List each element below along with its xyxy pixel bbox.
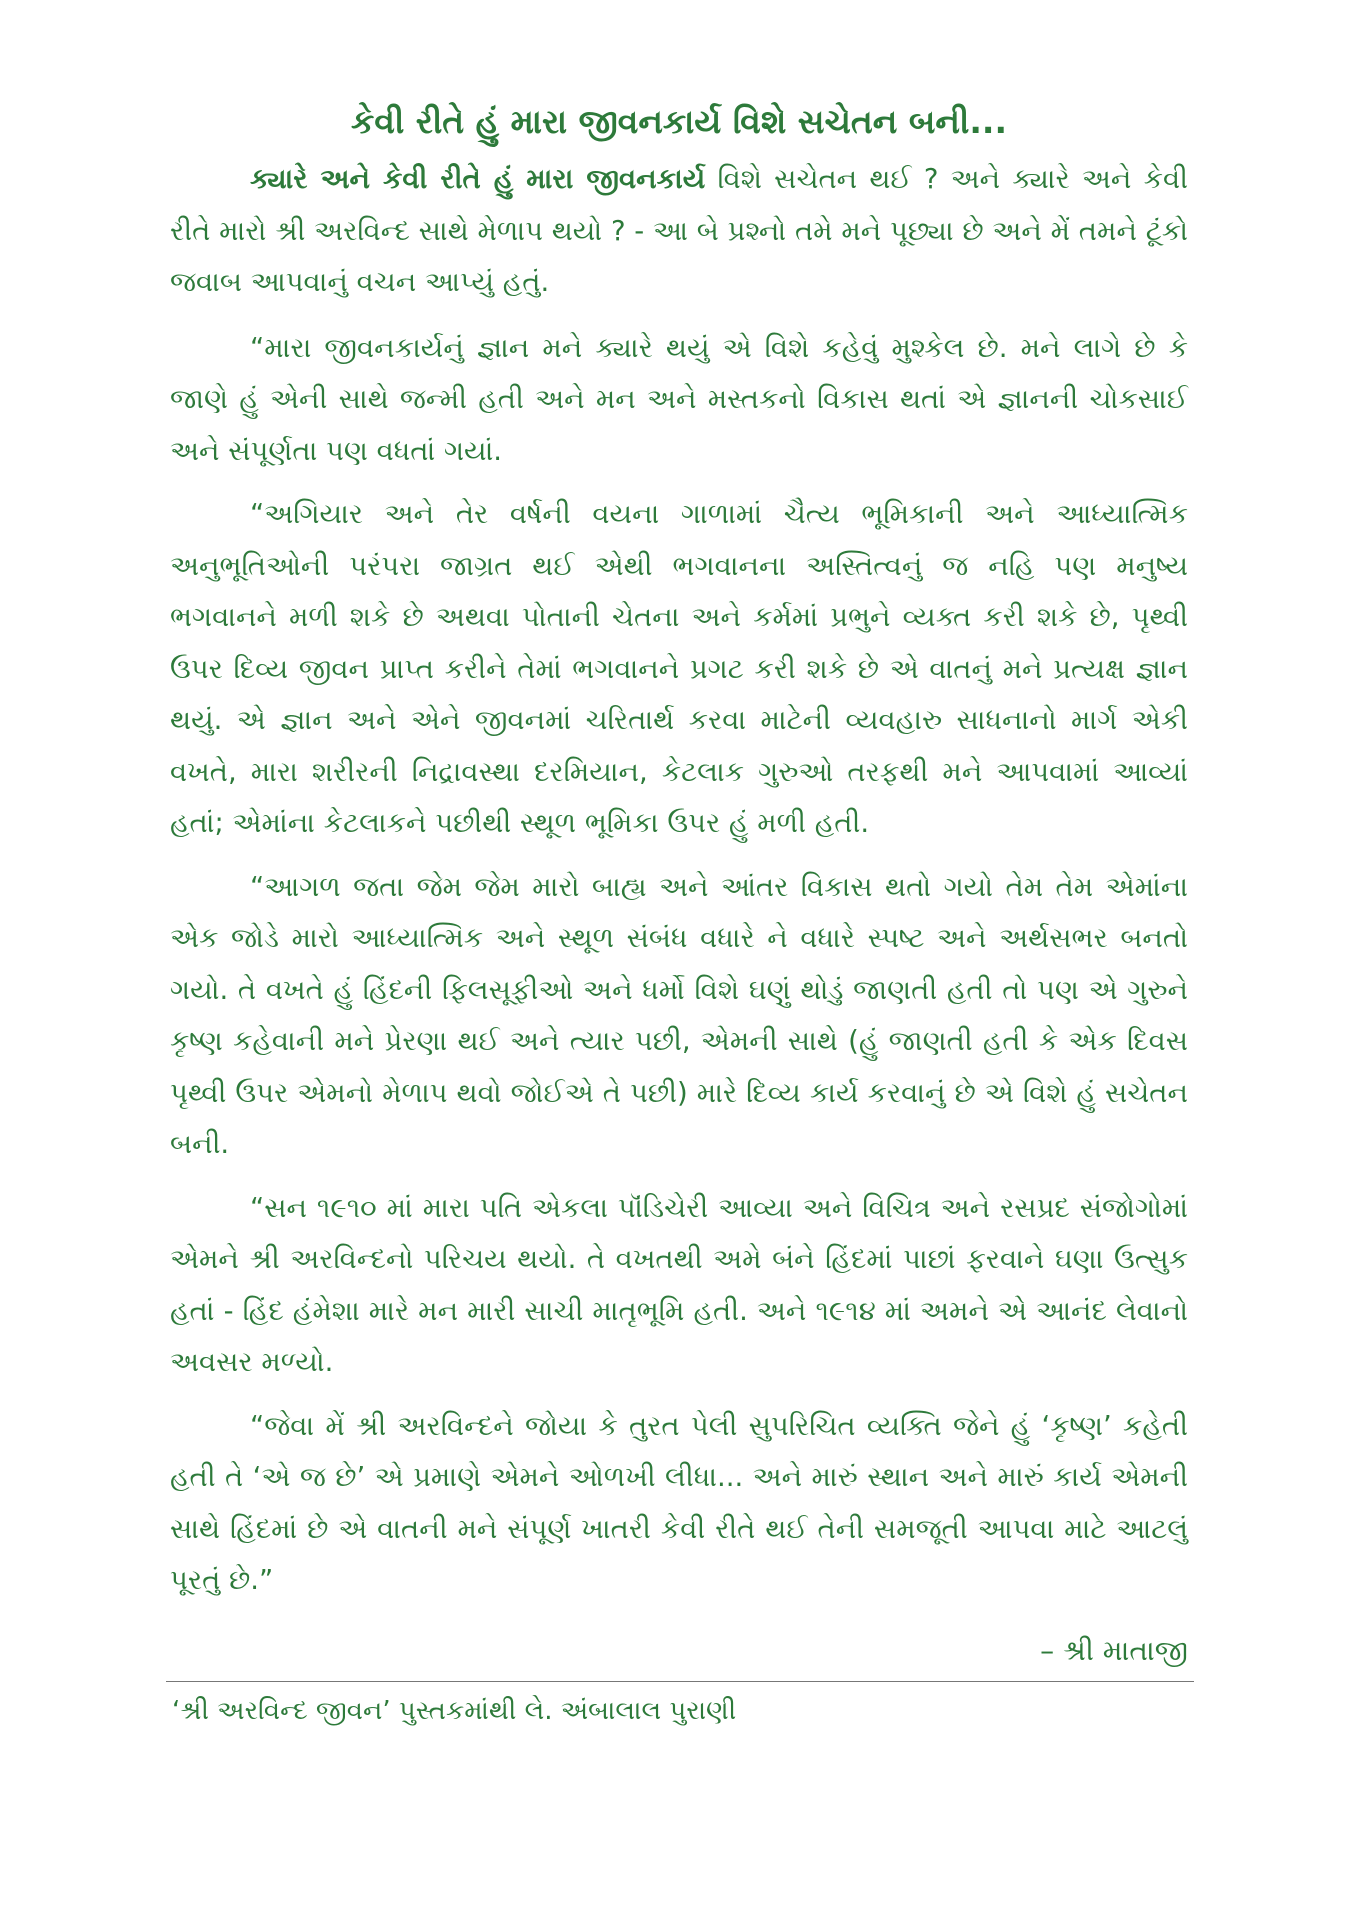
quote-paragraph-4: “સન ૧૯૧૦ માં મારા પતિ એકલા પૉંડિચેરી આવ્યા અને વિચિત્ર અને રસપ્રદ સંજોગોમાં એમને શ્રી અરવિન્દનો પરિચય થયો. તે વખતથી અમે બંને હિંદમાં પાછાં ફરવાને ઘણા ઉત્સુક હતાં - હિંદ હંમેશા મારે મન મારી સાચી માતૃભૂમિ હતી. અને ૧૯૧૪ માં અમને એ આનંદ લેવાનો અવસર મળ્યો. bbox=[170, 1191, 1188, 1378]
intro-rest-text: વિશે સચેતન થઈ ? અને ક્યારે અને કેવી રીતે મારો શ્રી અરવિન્દ સાથે મેળાપ થયો ? - આ બે પ્રશ્નો તમે મને પૂછ્યા છે અને મેં તમને ટૂંકો જવાબ આપવાનું વચન આપ્યું હતું. bbox=[170, 163, 1188, 298]
quote-paragraph-5: “જેવા મેં શ્રી અરવિન્દને જોયા કે તુરત પેલી સુપરિચિત વ્યક્તિ જેને હું ‘કૃષ્ણ’ કહેતી હતી તે ‘એ જ છે’ એ પ્રમાણે એમને ઓળખી લીધા... અને મારું સ્થાન અને મારું કાર્ય એમની સાથે હિંદમાં છે એ વાતની મને સંપૂર્ણ ખાતરી કેવી રીતે થઈ તેની સમજૂતી આપવા માટે આટલું પૂરતું છે.” bbox=[170, 1409, 1188, 1596]
signature: – શ્રી માતાજી bbox=[1040, 1634, 1188, 1667]
page-title: કેવી રીતે હું મારા જીવનકાર્ય વિશે સચેતન બની... bbox=[351, 102, 1007, 141]
quote-paragraph-2: “અગિયાર અને તેર વર્ષની વયના ગાળામાં ચૈત્ય ભૂમિકાની અને આધ્યાત્મિક અનુભૂતિઓની પરંપરા જાગ્રત થઈ એથી ભગવાનના અસ્તિત્વનું જ નહિ પણ મનુષ્ય ભગવાનને મળી શકે છે અથવા પોતાની ચેતના અને કર્મમાં પ્રભુને વ્યક્ત કરી શકે છે, પૃથ્વી ઉપર દિવ્ય જીવન પ્રાપ્ત કરીને તેમાં ભગવાનને પ્રગટ કરી શકે છે એ વાતનું મને પ્રત્યક્ષ જ્ઞાન થયું. એ જ્ઞાન અને એને જીવનમાં ચરિતાર્થ કરવા માટેની વ્યવહારુ સાધનાનો માર્ગ એકી વખતે, મારા શરીરની નિદ્રાવસ્થા દરમિયાન, કેટલાક ગુરુઓ તરફથી મને આપવામાં આવ્યાં હતાં; એમાંના કેટલાકને પછીથી સ્થૂળ ભૂમિકા ઉપર હું મળી હતી. bbox=[170, 498, 1188, 839]
quote-paragraph-1: “મારા જીવનકાર્યનું જ્ઞાન મને ક્યારે થયું એ વિશે કહેવું મુશ્કેલ છે. મને લાગે છે કે જાણે હું એની સાથે જન્મી હતી અને મન અને મસ્તકનો વિકાસ થતાં એ જ્ઞાનની ચોકસાઈ અને સંપૂર્ણતા પણ વધતાં ગયાં. bbox=[170, 331, 1188, 467]
intro-bold-text: ક્યારે અને કેવી રીતે હું મારા જીવનકાર્ય bbox=[250, 163, 706, 195]
article-body bbox=[170, 154, 1188, 1619]
quote-paragraph-3: “આગળ જતા જેમ જેમ મારો બાહ્ય અને આંતર વિકાસ થતો ગયો તેમ તેમ એમાંના એક જોડે મારો આધ્યાત્મિક અને સ્થૂળ સંબંધ વધારે ને વધારે સ્પષ્ટ અને અર્થસભર બનતો ગયો. તે વખતે હું હિંદની ફિલસૂફીઓ અને ધર્મો વિશે ઘણું થોડું જાણતી હતી તો પણ એ ગુરુને કૃષ્ણ કહેવાની મને પ્રેરણા થઈ અને ત્યાર પછી, એમની સાથે (હું જાણતી હતી કે એક દિવસ પૃથ્વી ઉપર એમનો મેળાપ થવો જોઈએ તે પછી) મારે દિવ્ય કાર્ય કરવાનું છે એ વિશે હું સચેતન બની. bbox=[170, 870, 1188, 1160]
footnote: ‘શ્રી અરવિન્દ જીવન’ પુસ્તકમાંથી લે. અંબાલાલ પુરાણી bbox=[172, 1696, 737, 1726]
intro-paragraph bbox=[170, 154, 1188, 309]
footnote-divider bbox=[166, 1681, 1194, 1682]
